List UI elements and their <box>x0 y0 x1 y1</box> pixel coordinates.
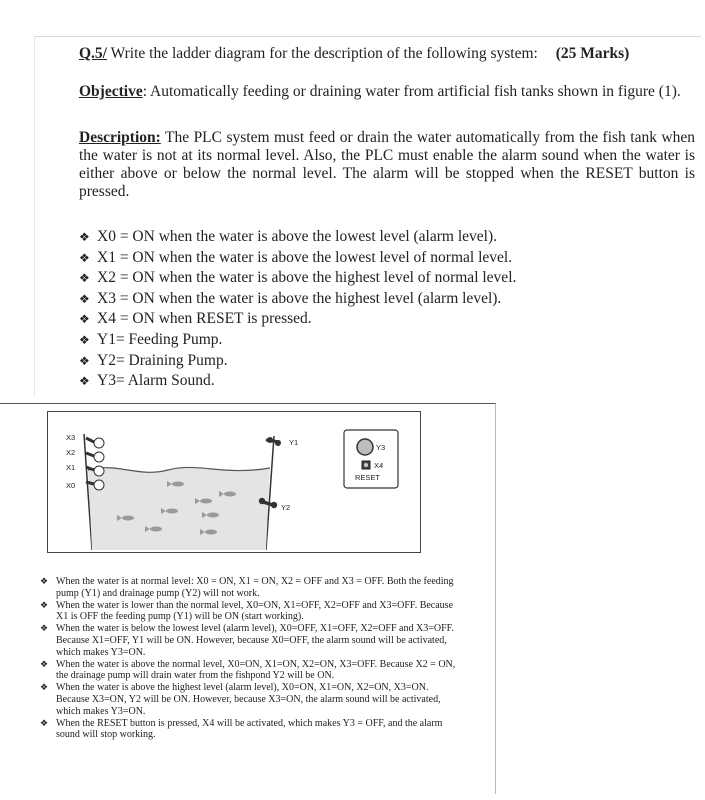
description-label: Description: <box>79 129 161 146</box>
diamond-bullet-icon: ❖ <box>79 250 90 265</box>
question-card <box>34 36 701 397</box>
list-item: ❖ X4 = ON when RESET is pressed. <box>79 309 516 330</box>
fish-tank-illustration <box>48 412 420 552</box>
figure-card <box>0 403 496 794</box>
list-item: ❖ When the water is above the normal level, X0=ON, X1=ON, X2=ON, X3=OFF. Because X2 = ON, the drainage pump will drain water from the fishpond Y2 will be ON. <box>40 658 456 682</box>
question-number: Q.5/ <box>79 45 107 62</box>
list-item: ❖ X1 = ON when the water is above the lowest level of normal level. <box>79 248 516 269</box>
sensor-label-x3: X3 <box>66 433 76 442</box>
reset-label: RESET <box>355 473 381 482</box>
sensor-label-x1: X1 <box>66 463 76 472</box>
diamond-bullet-icon: ❖ <box>79 271 90 286</box>
description-text: The PLC system must feed or drain the water automatically from the fish tank when the water is not at its normal level. Also, the PLC must enable the alarm sound when the water is either above or below the normal level. The alarm will be stopped when the RESET button is pressed. <box>79 129 695 200</box>
diamond-bullet-icon: ❖ <box>79 374 90 389</box>
level-sensors <box>86 438 104 490</box>
question-marks: (25 Marks) <box>555 45 630 62</box>
reset-input-label: X4 <box>374 461 384 470</box>
diamond-bullet-icon: ❖ <box>40 576 49 586</box>
list-item: ❖ When the water is above the highest level (alarm level), X0=ON, X1=ON, X2=ON, X3=ON. Because X3=ON, Y2 will be ON. However, because X3=ON, the alarm sound will be activated, which makes Y3=ON. <box>40 682 441 717</box>
list-item: ❖ Y2= Draining Pump. <box>79 351 516 372</box>
feed-pump-label: Y1 <box>289 438 299 447</box>
list-item: ❖ X3 = ON when the water is above the highest level (alarm level). <box>79 289 516 310</box>
diamond-bullet-icon: ❖ <box>79 230 90 244</box>
fish-icon <box>205 530 217 535</box>
diamond-bullet-icon: ❖ <box>79 353 90 368</box>
fish-tank-figure <box>47 411 421 553</box>
water-body <box>88 467 270 550</box>
diamond-bullet-icon: ❖ <box>79 312 90 327</box>
fish-icon <box>224 492 236 497</box>
fish-icon <box>122 516 134 521</box>
list-item: ❖ Y1= Feeding Pump. <box>79 330 516 351</box>
diamond-bullet-icon: ❖ <box>79 291 90 306</box>
list-item: ❖ When the RESET button is pressed, X4 will be activated, which makes Y3 = OFF, and the alarm sound will stop working. <box>40 717 443 741</box>
io-list <box>79 227 516 392</box>
alarm-label: Y3 <box>376 443 386 452</box>
diamond-bullet-icon: ❖ <box>40 658 49 669</box>
sensor-label-x2: X2 <box>66 448 76 457</box>
objective-label: Objective <box>79 83 143 100</box>
case-notes <box>40 576 460 741</box>
list-item: ❖ X0 = ON when the water is above the lowest level (alarm level). <box>79 227 516 248</box>
drain-pump-label: Y2 <box>281 503 291 512</box>
diamond-bullet-icon: ❖ <box>40 682 49 693</box>
list-item: ❖ Y3= Alarm Sound. <box>79 371 516 392</box>
objective-text: Automatically feeding or draining water from artificial fish tanks shown in figure (1). <box>150 83 681 100</box>
diamond-bullet-icon: ❖ <box>40 717 49 728</box>
fish-icon <box>150 527 162 532</box>
list-item: ❖ When the water is at normal level: X0 = ON, X1 = ON, X2 = OFF and X3 = OFF. Both the feeding pump (Y1) and drainage pump (Y2) will not work. <box>40 576 454 599</box>
fish-icon <box>200 499 212 504</box>
diamond-bullet-icon: ❖ <box>40 623 49 634</box>
sensor-label-x0: X0 <box>66 481 76 490</box>
list-item: ❖ X2 = ON when the water is above the highest level of normal level. <box>79 268 516 289</box>
fish-icon <box>166 509 178 514</box>
question-prompt: Write the ladder diagram for the description of the following system: <box>110 45 538 62</box>
diamond-bullet-icon: ❖ <box>40 599 49 610</box>
objective-paragraph: Objective: Automatically feeding or draining water from artificial fish tanks shown in figure (1). <box>79 83 681 100</box>
fish-icon <box>172 482 184 487</box>
alarm-light-icon <box>357 439 373 455</box>
question-header <box>79 45 629 63</box>
diamond-bullet-icon: ❖ <box>79 332 90 347</box>
list-item: ❖ When the water is lower than the normal level, X0=ON, X1=OFF, X2=OFF and X3=OFF. Because X1 is OFF the feeding pump (Y1) will be ON (start working). <box>40 599 454 623</box>
list-item: ❖ When the water is below the lowest level (alarm level), X0=OFF, X1=OFF, X2=OFF and X3=OFF. Because X1=OFF, Y1 will be ON. However, because X0=OFF, the alarm sound will be activated, which makes Y3=ON. <box>40 623 454 658</box>
description-paragraph <box>79 129 695 201</box>
fish-icon <box>207 513 219 518</box>
